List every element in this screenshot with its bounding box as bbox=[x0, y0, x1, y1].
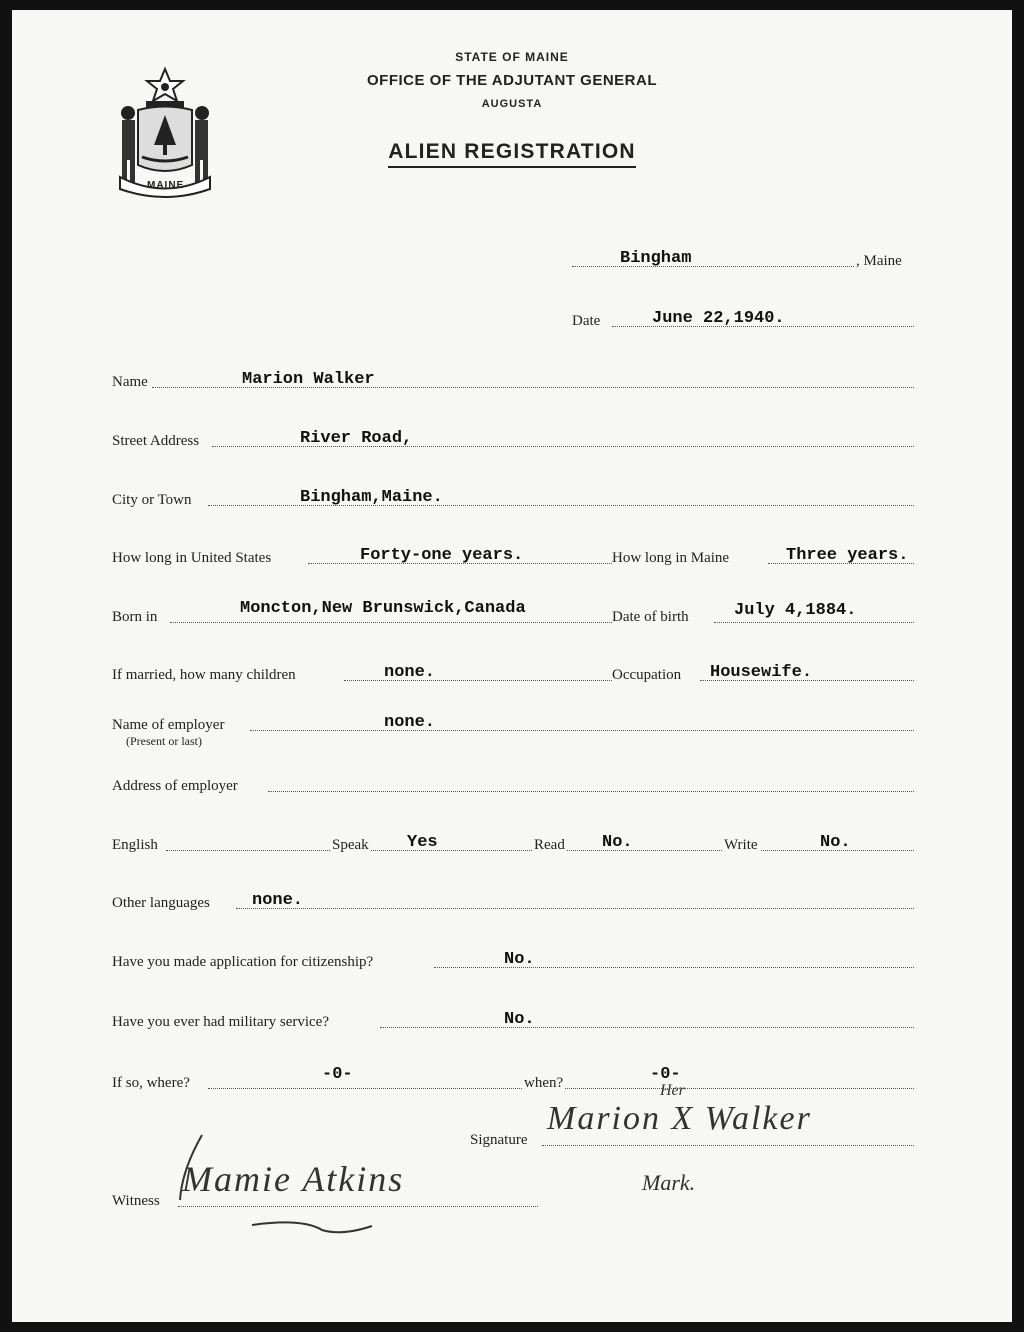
other-languages-label: Other languages bbox=[112, 895, 210, 911]
us-years-value: Forty-one years. bbox=[360, 546, 524, 565]
form-header bbox=[12, 50, 1012, 168]
witness-label: Witness bbox=[112, 1193, 160, 1209]
employer-sublabel: (Present or last) bbox=[126, 734, 202, 748]
speak-label: Speak bbox=[332, 837, 369, 853]
maine-years-label: How long in Maine bbox=[612, 550, 730, 566]
english-label: English bbox=[112, 837, 158, 853]
born-label: Born in bbox=[112, 609, 158, 625]
where-label: If so, where? bbox=[112, 1075, 190, 1091]
seal-banner-text: MAINE bbox=[147, 180, 185, 191]
city-value: Bingham,Maine. bbox=[300, 488, 443, 507]
dob-value: July 4,1884. bbox=[734, 601, 857, 620]
date-value: June 22,1940. bbox=[652, 309, 785, 328]
header-city: AUGUSTA bbox=[481, 98, 543, 110]
employer-address-label: Address of employer bbox=[112, 778, 238, 794]
english-row bbox=[112, 830, 918, 854]
name-value: Marion Walker bbox=[242, 370, 375, 389]
street-label: Street Address bbox=[112, 433, 200, 449]
place-value: Bingham bbox=[620, 249, 692, 268]
birth-row bbox=[112, 599, 918, 626]
city-label: City or Town bbox=[112, 492, 192, 508]
dob-label: Date of birth bbox=[612, 609, 689, 625]
form-title: ALIEN REGISTRATION bbox=[388, 140, 636, 168]
signature-label: Signature bbox=[470, 1132, 528, 1148]
service-location-row bbox=[112, 1065, 918, 1092]
place-row bbox=[572, 246, 918, 270]
citizenship-row bbox=[112, 947, 918, 971]
street-row bbox=[112, 426, 918, 450]
name-row bbox=[112, 367, 918, 391]
header-state: STATE OF MAINE bbox=[455, 50, 569, 64]
us-years-label: How long in United States bbox=[112, 550, 272, 566]
date-label: Date bbox=[572, 313, 601, 329]
street-value: River Road, bbox=[300, 429, 413, 448]
residence-row bbox=[112, 543, 918, 567]
occupation-label: Occupation bbox=[612, 667, 682, 683]
read-value: No. bbox=[602, 833, 633, 852]
where-value: -0- bbox=[322, 1065, 353, 1084]
header-office: OFFICE OF THE ADJUTANT GENERAL bbox=[367, 72, 657, 89]
date-row bbox=[572, 306, 918, 330]
signature-mark-note: Mark. bbox=[642, 1170, 696, 1195]
employer-label: Name of employer bbox=[112, 717, 225, 733]
children-row bbox=[112, 660, 918, 684]
write-label: Write bbox=[724, 837, 758, 853]
employer-value: none. bbox=[384, 713, 436, 732]
employer-row bbox=[112, 710, 918, 748]
born-value: Moncton,New Brunswick,Canada bbox=[240, 599, 526, 618]
military-row bbox=[112, 1007, 918, 1031]
employer-address-row bbox=[112, 771, 918, 795]
children-value: none. bbox=[384, 663, 436, 682]
military-label: Have you ever had military service? bbox=[112, 1014, 329, 1030]
other-languages-value: none. bbox=[252, 891, 304, 910]
signature-handwriting: Marion X Walker bbox=[547, 1100, 812, 1137]
other-languages-row bbox=[112, 888, 918, 912]
name-label: Name bbox=[112, 374, 148, 390]
occupation-value: Housewife. bbox=[710, 663, 813, 682]
witness-handwriting: Mamie Atkins bbox=[182, 1159, 405, 1199]
when-label: when? bbox=[524, 1075, 564, 1091]
maine-years-value: Three years. bbox=[786, 546, 909, 565]
read-label: Read bbox=[534, 837, 565, 853]
citizenship-value: No. bbox=[504, 950, 535, 969]
citizenship-label: Have you made application for citizenship? bbox=[112, 954, 374, 970]
witness-flourish-icon bbox=[172, 1130, 532, 1240]
speak-value: Yes bbox=[407, 833, 438, 852]
write-value: No. bbox=[820, 833, 851, 852]
city-row bbox=[112, 485, 918, 509]
place-suffix: , Maine bbox=[856, 253, 902, 269]
signature-her-note: Her bbox=[660, 1082, 685, 1099]
military-value: No. bbox=[504, 1010, 535, 1029]
children-label: If married, how many children bbox=[112, 667, 296, 683]
registration-form bbox=[12, 10, 1012, 1322]
when-value: -0- bbox=[650, 1065, 681, 1084]
